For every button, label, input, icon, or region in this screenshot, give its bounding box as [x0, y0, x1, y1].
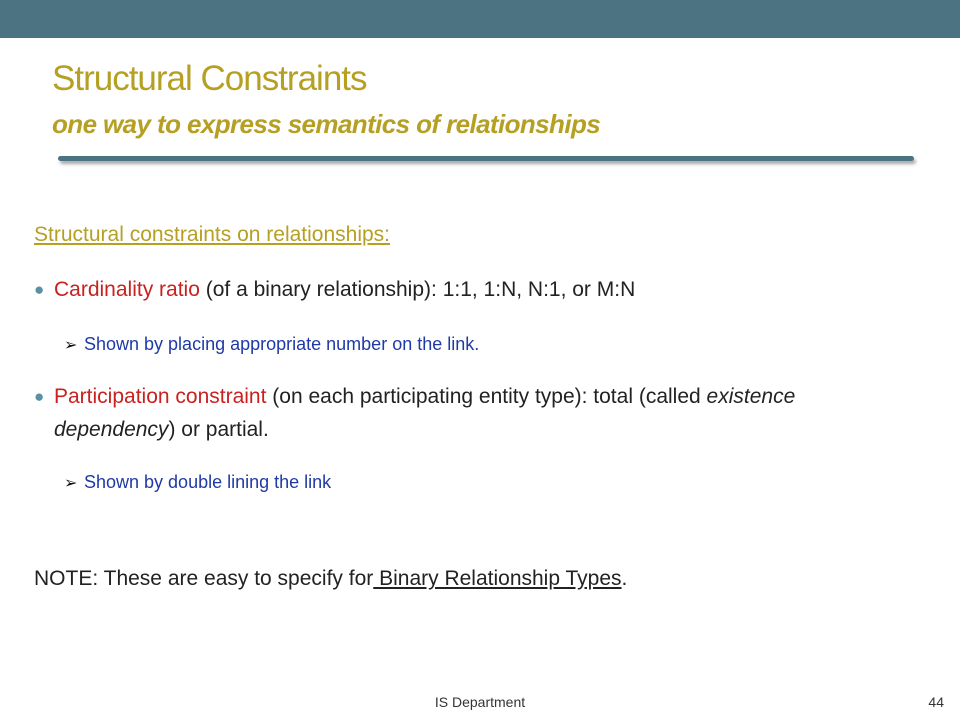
footer-department: IS Department: [434, 694, 526, 710]
note-suffix: .: [621, 567, 628, 590]
sub-bullet-text: Shown by double lining the link: [84, 472, 332, 492]
sub-bullet-participation: [64, 470, 331, 496]
section-heading: Structural constraints on relationships:: [34, 223, 391, 246]
top-banner-bar: [0, 0, 960, 38]
title-divider: [58, 156, 914, 161]
bullet-term: Participation constraint: [54, 385, 267, 408]
sub-bullet-text: Shown by placing appropriate number on the link.: [84, 334, 480, 354]
arrow-bullet-icon: ➢: [64, 337, 78, 354]
bullet-emphasis: existence dependency: [54, 385, 796, 441]
bullet-body: (of a binary relationship): 1:1, 1:N, N:1, or M:N: [199, 278, 636, 301]
bullet-text: [34, 380, 884, 446]
slide-title: Structural Constraints: [52, 59, 367, 98]
bullet-body: (on each participating entity type): total (called: [266, 385, 707, 408]
bullet-dot-icon: ●: [34, 280, 45, 299]
bullet-dot-icon: ●: [34, 387, 45, 406]
arrow-bullet-icon: ➢: [64, 475, 78, 492]
bullet-participation: [34, 380, 884, 446]
bullet-term: Cardinality ratio: [54, 278, 200, 301]
bullet-cardinality: [34, 273, 884, 306]
bullet-text: [34, 273, 884, 306]
note-prefix: NOTE: These are easy to specify for: [34, 567, 374, 590]
sub-bullet-cardinality: [64, 332, 479, 358]
note-text: [34, 565, 627, 593]
note-underlined: Binary Relationship Types: [373, 567, 622, 590]
page-number: 44: [928, 694, 944, 710]
slide-subtitle: one way to express semantics of relationships: [52, 109, 601, 139]
bullet-body-end: ) or partial.: [168, 418, 269, 441]
